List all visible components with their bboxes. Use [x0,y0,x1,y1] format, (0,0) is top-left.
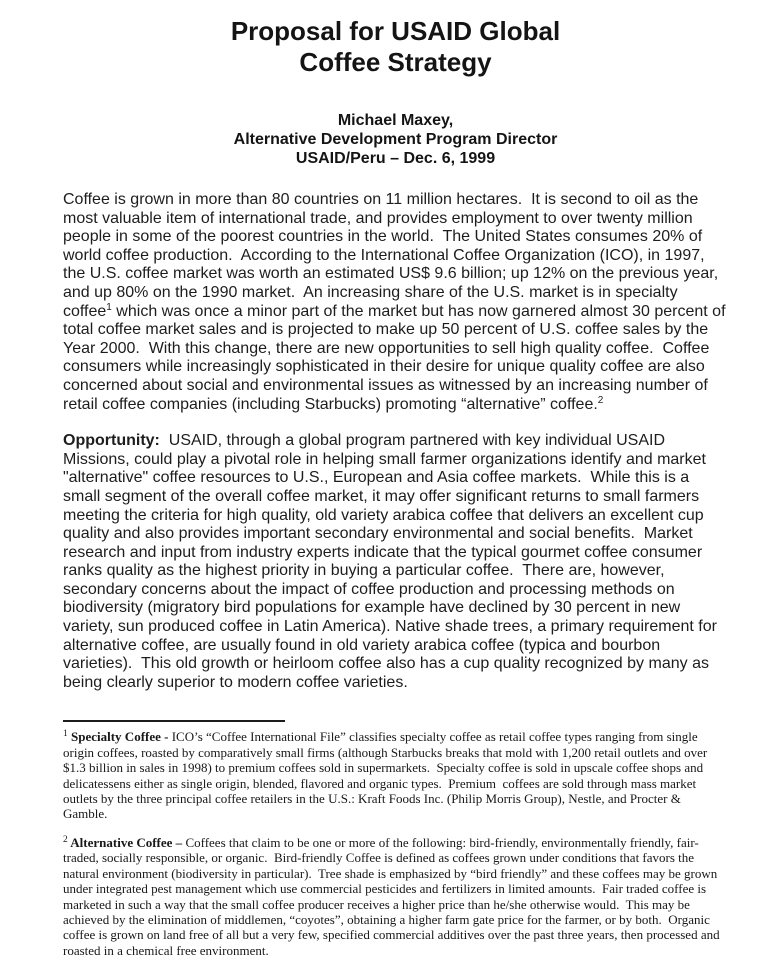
title-line-2: Coffee Strategy [299,47,492,77]
footnote-1 [63,729,728,821]
byline-author: Michael Maxey, [337,112,454,129]
footnote-ref-2: 2 [597,394,604,406]
footnote-2 [63,835,728,958]
footnote-1-term: Specialty Coffee - [67,729,172,745]
footnote-1-marker: 1 [63,729,68,740]
intro-text-2: which was once a minor part of the market but has now garnered almost 30 percent of total coffee market sales and is projected to make up 50 percent of U.S. coffee sales by the Year 2000. With this change, there are new opportunities to sell high quality coffee. Coffee consumers while increasingly sophisticated in their desire for unique quality coffee are also concerned about social and environmental issues as witnessed by an increasing number of retail coffee companies (including Starbucks) promoting “alternative” coffee. [63,302,730,413]
opportunity-paragraph [63,432,728,692]
footnote-2-marker: 2 [63,834,68,845]
document-content [0,16,784,958]
byline-org-date: USAID/Peru – Dec. 6, 1999 [295,150,496,167]
intro-text-1: Coffee is grown in more than 80 countries on 11 million hectares. It is second to oil as the most valuable item of international trade, and provides employment to over twenty million people in some of the poorest countries in the world. The United States consumes 20% of world coffee production. According to the International Coffee Organization (ICO), in 1997, the U.S. coffee market was worth an estimated US$ 9.6 billion; up 12% on the previous year, and up 80% on the 1990 market. An increasing share of the U.S. market is in specialty coffee [63,191,723,320]
opportunity-lead: Opportunity: [63,432,160,450]
footnote-2-term: Alternative Coffee – [67,834,186,850]
intro-paragraph [63,191,728,414]
footnote-ref-1: 1 [106,301,112,313]
page-title [63,16,728,78]
byline [63,111,728,168]
byline-role: Alternative Development Program Director [233,131,558,148]
title-line-1: Proposal for USAID Global [230,16,561,46]
footnote-2-text: Coffees that claim to be one or more of the following: bird-friendly, environmentally friendly, fair-traded, socially responsible, or organic. Bird-friendly Coffee is defined as coffees grown under conditions that favors the natural environment (biodiversity in particular). Tree shade is emphasized by “bird friendly” and these coffees may be grown under integrated pest management which use commercial pesticides and fertilizers in limited amounts. Fair traded coffee is marketed in such a way that the small coffee producer receives a higher price than he/she otherwise would. This may be achieved by the elimination of middlemen, “coyotes”, obtaining a higher farm gate price for the farmer, or by both. Organic coffee is grown on land free of all but a very few, specified commercial additives over the past three years, then processed and roasted in a chemical free environment. [63,834,723,958]
footnote-1-text: ICO’s “Coffee International File” classifies specialty coffee as retail coffee types ranging from single origin coffees, roasted by comparatively small firms (although Starbucks breaks that mold with 1,200 retail outlets and over $1.3 billion in sales in 1998) to premium coffees sold in supermarkets. Specialty coffee is sold in upscale coffee shops and delicatessens either as single origin, blended, flavored and organic types. Premium coffees are sold through mass market outlets by the three principal coffee retailers in the U.S.: Kraft Foods Inc. (Philip Morris Group), Nestle, and Procter & Gamble. [63,729,711,822]
footnote-separator [63,720,285,722]
opportunity-text: USAID, through a global program partnered with key individual USAID Missions, could play a pivotal role in helping small farmer organizations identify and market "alternative" coffee resources to U.S., European and Asia coffee markets. While this is a small segment of the overall coffee market, it may offer significant returns to small farmers meeting the criteria for high quality, old variety arabica coffee that delivers an excellent cup quality and also provides important secondary environmental and social benefits. Market research and input from industry experts indicate that the typical gourmet coffee consumer ranks quality as the highest priority in buying a particular coffee. There are, however, secondary concerns about the impact of coffee production and processing methods on biodiversity (migratory bird populations for example have declined by 30 percent in new variety, sun produced coffee in Latin America). Native shade trees, a primary requirement for alternative coffee, are usually found in old variety arabica coffee (typica and bourbon varieties). This old growth or heirloom coffee also has a cup quality recognized by many as being clearly superior to modern coffee varieties. [63,432,722,691]
